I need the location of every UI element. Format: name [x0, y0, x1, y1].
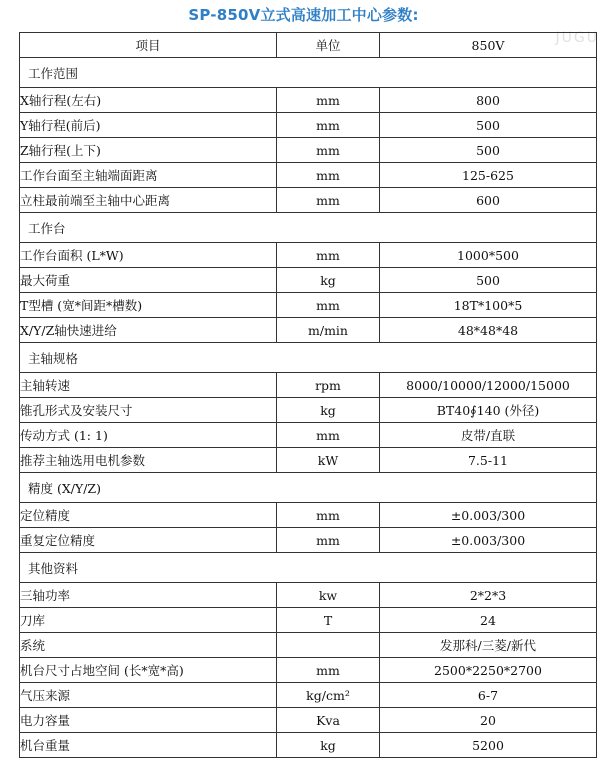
table-row: [20, 398, 597, 423]
param-name: 最大荷重: [20, 268, 277, 293]
table-row: [20, 448, 597, 473]
param-name: Y轴行程(前后): [20, 113, 277, 138]
param-unit: mm: [277, 138, 380, 163]
param-unit: kg/cm²: [277, 683, 380, 708]
param-value: 20: [380, 708, 597, 733]
param-value: 48*48*48: [380, 318, 597, 343]
param-unit: mm: [277, 243, 380, 268]
param-value: ±0.003/300: [380, 528, 597, 553]
table-row: [20, 733, 597, 758]
spec-table: [19, 32, 597, 758]
param-value: 125-625: [380, 163, 597, 188]
param-value: 6-7: [380, 683, 597, 708]
section-row: [20, 473, 597, 503]
param-value: BT40∮140 (外径): [380, 398, 597, 423]
param-name: 工作台面积 (L*W): [20, 243, 277, 268]
param-value: 500: [380, 113, 597, 138]
table-row: [20, 608, 597, 633]
param-name: X/Y/Z轴快速进给: [20, 318, 277, 343]
param-value: 500: [380, 268, 597, 293]
table-header-row: [20, 33, 597, 58]
table-row: [20, 583, 597, 608]
param-name: 机台尺寸占地空间 (长*宽*高): [20, 658, 277, 683]
section-row: [20, 213, 597, 243]
param-unit: [277, 633, 380, 658]
table-row: [20, 658, 597, 683]
param-name: 重复定位精度: [20, 528, 277, 553]
param-value: 24: [380, 608, 597, 633]
param-value: 7.5-11: [380, 448, 597, 473]
param-unit: mm: [277, 113, 380, 138]
table-row: [20, 528, 597, 553]
table-row: [20, 268, 597, 293]
param-value: 18T*100*5: [380, 293, 597, 318]
section-row: [20, 58, 597, 88]
param-value: 600: [380, 188, 597, 213]
param-name: 系统: [20, 633, 277, 658]
section-title: 主轴规格: [20, 343, 597, 373]
section-title: 工作台: [20, 213, 597, 243]
param-unit: m/min: [277, 318, 380, 343]
param-name: 三轴功率: [20, 583, 277, 608]
table-row: [20, 163, 597, 188]
table-row: [20, 318, 597, 343]
table-row: [20, 88, 597, 113]
param-unit: kW: [277, 448, 380, 473]
section-title: 工作范围: [20, 58, 597, 88]
param-value: 发那科/三菱/新代: [380, 633, 597, 658]
table-row: [20, 423, 597, 448]
table-row: [20, 188, 597, 213]
param-unit: Kva: [277, 708, 380, 733]
table-row: [20, 503, 597, 528]
page-title: SP-850V立式高速加工中心参数:: [188, 6, 419, 24]
table-row: [20, 138, 597, 163]
section-row: [20, 343, 597, 373]
table-row: [20, 113, 597, 138]
param-unit: mm: [277, 528, 380, 553]
param-name: T型槽 (宽*间距*槽数): [20, 293, 277, 318]
param-value: 800: [380, 88, 597, 113]
param-unit: mm: [277, 503, 380, 528]
param-value: 8000/10000/12000/15000: [380, 373, 597, 398]
table-row: [20, 683, 597, 708]
param-name: 定位精度: [20, 503, 277, 528]
param-value: 2*2*3: [380, 583, 597, 608]
section-title: 精度 (X/Y/Z): [20, 473, 597, 503]
param-name: 传动方式 (1: 1): [20, 423, 277, 448]
table-row: [20, 243, 597, 268]
param-unit: mm: [277, 88, 380, 113]
header-item: 项目: [20, 33, 277, 58]
param-unit: mm: [277, 163, 380, 188]
param-name: 推荐主轴选用电机参数: [20, 448, 277, 473]
table-row: [20, 373, 597, 398]
param-name: 锥孔形式及安装尺寸: [20, 398, 277, 423]
param-value: ±0.003/300: [380, 503, 597, 528]
param-unit: kg: [277, 398, 380, 423]
param-unit: mm: [277, 423, 380, 448]
param-unit: kg: [277, 733, 380, 758]
table-row: [20, 708, 597, 733]
watermark: JUGU: [555, 30, 599, 46]
header-unit: 单位: [277, 33, 380, 58]
param-unit: mm: [277, 658, 380, 683]
param-value: 皮带/直联: [380, 423, 597, 448]
param-unit: mm: [277, 293, 380, 318]
param-unit: mm: [277, 188, 380, 213]
param-unit: kg: [277, 268, 380, 293]
param-name: 气压来源: [20, 683, 277, 708]
param-name: 主轴转速: [20, 373, 277, 398]
param-name: 工作台面至主轴端面距离: [20, 163, 277, 188]
param-value: 5200: [380, 733, 597, 758]
param-unit: rpm: [277, 373, 380, 398]
param-name: 机台重量: [20, 733, 277, 758]
header-value: 850V: [380, 33, 597, 58]
param-unit: kw: [277, 583, 380, 608]
param-value: 2500*2250*2700: [380, 658, 597, 683]
section-row: [20, 553, 597, 583]
param-name: 刀库: [20, 608, 277, 633]
param-value: 500: [380, 138, 597, 163]
param-name: Z轴行程(上下): [20, 138, 277, 163]
param-name: X轴行程(左右): [20, 88, 277, 113]
table-row: [20, 633, 597, 658]
param-name: 电力容量: [20, 708, 277, 733]
param-value: 1000*500: [380, 243, 597, 268]
param-unit: T: [277, 608, 380, 633]
param-name: 立柱最前端至主轴中心距离: [20, 188, 277, 213]
table-row: [20, 293, 597, 318]
section-title: 其他资料: [20, 553, 597, 583]
